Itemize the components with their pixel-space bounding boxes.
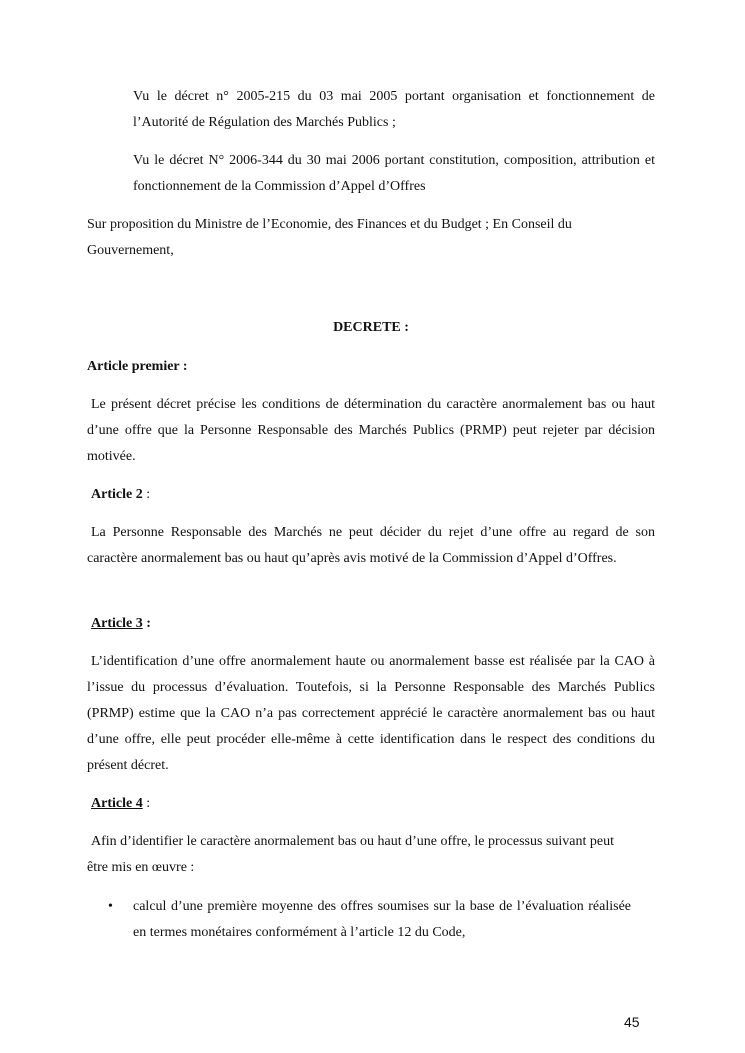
article-2-text: La Personne Responsable des Marchés ne peut décider du rejet d’une offre au regard de son caractère anormalement bas ou haut qu’après avis motivé de la Commission d’Appel d’Offres. bbox=[87, 525, 655, 566]
article-4-text: Afin d’identifier le caractère anormalement bas ou haut d’une offre, le processus suivant peut être mis en œuvre : bbox=[87, 834, 614, 875]
bullet-icon: • bbox=[108, 899, 113, 914]
decree-title: DECRETE : bbox=[333, 320, 409, 335]
article-2-colon: : bbox=[142, 487, 151, 502]
article-2-heading-line bbox=[91, 482, 659, 508]
page-number: 45 bbox=[624, 1014, 640, 1030]
consideration-2: Vu le décret N° 2006-344 du 30 mai 2006 portant constitution, composition, attribution et fonctionnement de la Commission d’Appel d’Offres bbox=[133, 153, 655, 194]
article-4-colon: : bbox=[142, 796, 151, 811]
proposition-paragraph: Sur proposition du Ministre de l’Economie, des Finances et du Budget ; En Conseil du Gouvernement, bbox=[87, 217, 572, 258]
article-2-heading: Article 2 bbox=[91, 487, 143, 502]
article-1-heading: Article premier : bbox=[87, 359, 188, 374]
article-4-heading: Article 4 bbox=[91, 796, 143, 811]
article-4-heading-line bbox=[91, 791, 659, 817]
bullet-item: calcul d’une première moyenne des offres soumises sur la base de l’évaluation réalisée en termes monétaires conformément à l’article 12 du Code, bbox=[133, 899, 631, 940]
article-3-heading: Article 3 bbox=[91, 616, 143, 631]
article-3-heading-line bbox=[91, 611, 659, 637]
article-1-text: Le présent décret précise les conditions de détermination du caractère anormalement bas ou haut d’une offre que la Personne Responsable des Marchés Publics (PRMP) peut rejeter par décision motivée. bbox=[87, 397, 655, 464]
article-3-text: L’identification d’une offre anormalement haute ou anormalement basse est réalisée par la CAO à l’issue du processus d’évaluation. Toutefois, si la Personne Responsable des Marchés Publics (PRMP) estime que la CAO n’a pas correctement apprécié le caractère anormalement bas ou haut d’une offre, elle peut procéder elle-même à cette identification dans le respect des conditions du présent décret. bbox=[87, 654, 655, 773]
article-3-colon: : bbox=[142, 616, 151, 631]
consideration-1: Vu le décret n° 2005-215 du 03 mai 2005 portant organisation et fonctionnement de l’Autorité de Régulation des Marchés Publics ; bbox=[133, 89, 655, 130]
